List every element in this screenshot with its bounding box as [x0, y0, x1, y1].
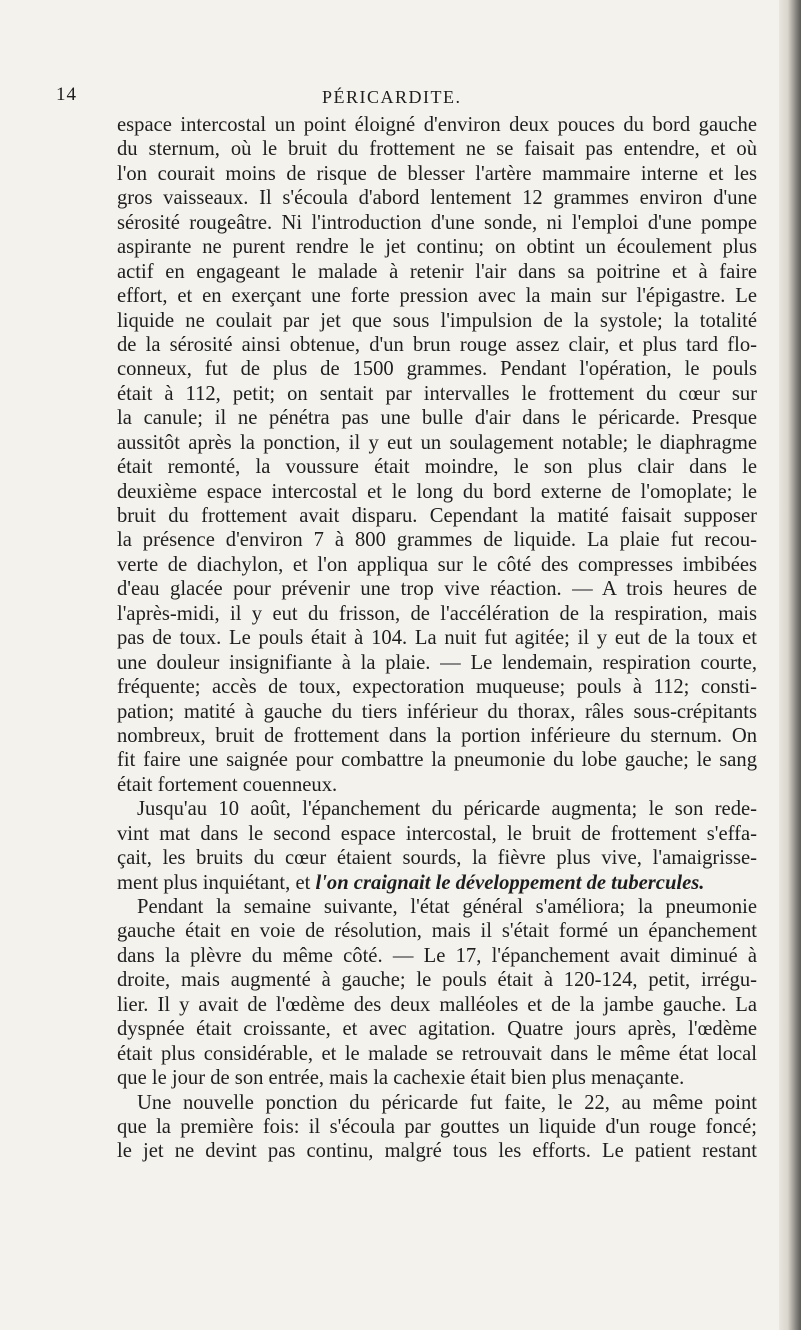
- emphasized-phrase: l'on craignait le développement de tubercules.: [315, 871, 705, 894]
- text-line: la canule; il ne pénétra pas une bulle d'air dans le péricarde. Presque: [117, 407, 757, 430]
- text-line: sérosité rougeâtre. Ni l'introduction d'une sonde, ni l'emploi d'une pompe: [117, 211, 757, 234]
- text-line: d'eau glacée pour prévenir une trop vive réaction. — A trois heures de: [117, 578, 757, 601]
- text-line: pation; matité à gauche du tiers inférieur du thorax, râles sous-crépitants: [117, 700, 757, 723]
- text-line: l'après-midi, il y eut du frisson, de l'accélération de la respiration, mais: [117, 602, 757, 625]
- text-line: de la sérosité ainsi obtenue, d'un brun rouge assez clair, et plus tard flo-: [117, 333, 757, 356]
- text-line: gros vaisseaux. Il s'écoula d'abord lentement 12 grammes environ d'une: [117, 187, 757, 210]
- text-line-with-emphasis: [117, 871, 757, 895]
- text-line: liquide ne coulait par jet que sous l'impulsion de la systole; la totalité: [117, 309, 757, 332]
- text-line: était remonté, la voussure était moindre, le son plus clair dans le: [117, 456, 757, 479]
- text-line: la présence d'environ 7 à 800 grammes de liquide. La plaie fut recou-: [117, 529, 757, 552]
- text-line: était fortement couenneux.: [117, 773, 338, 796]
- text-line: espace intercostal un point éloigné d'environ deux pouces du bord gauche: [117, 114, 757, 136]
- text-line: l'on courait moins de risque de blesser l'artère mammaire interne et les: [117, 162, 757, 185]
- text-line: une douleur insignifiante à la plaie. — Le lendemain, respiration courte,: [117, 651, 757, 674]
- text-line: que le jour de son entrée, mais la cachexie était bien plus menaçante.: [117, 1067, 685, 1090]
- text-line: fréquente; accès de toux, expectoration muqueuse; pouls à 112; consti-: [117, 676, 757, 699]
- text-line: du sternum, où le bruit du frottement ne se faisait pas entendre, et où: [117, 138, 757, 161]
- text-line: effort, et en exerçant une forte pression avec la main sur l'épigastre. Le: [117, 285, 757, 308]
- text-line: le jet ne devint pas continu, malgré tous les efforts. Le patient restant: [117, 1140, 757, 1163]
- text-line: aussitôt après la ponction, il y eut un soulagement notable; le diaphragme: [117, 431, 757, 454]
- text-line: fit faire une saignée pour combattre la pneumonie du lobe gauche; le sang: [117, 749, 757, 772]
- text-line: Une nouvelle ponction du péricarde fut faite, le 22, au même point: [137, 1091, 757, 1114]
- text-line: vint mat dans le second espace intercostal, le bruit de frottement s'effa-: [117, 822, 757, 845]
- text-line: dyspnée était croissante, et avec agitation. Quatre jours après, l'œdème: [117, 1018, 757, 1041]
- text-line: que la première fois: il s'écoula par gouttes un liquide d'un rouge foncé;: [117, 1115, 757, 1138]
- text-line: était plus considérable, et le malade se retrouvait dans le même état local: [117, 1042, 757, 1065]
- text-line: Pendant la semaine suivante, l'état général s'améliora; la pneumonie: [137, 896, 757, 918]
- text-line: droite, mais augmenté à gauche; le pouls était à 120-124, petit, irrégu-: [117, 969, 757, 992]
- text-line: actif en engageant le malade à retenir l'air dans sa poitrine et à faire: [117, 260, 757, 283]
- text-line: bruit du frottement avait disparu. Cependant la matité faisait supposer: [117, 505, 757, 527]
- page-number: 14: [56, 84, 77, 105]
- text-line: pas de toux. Le pouls était à 104. La nuit fut agitée; il y eut de la toux et: [117, 627, 757, 650]
- text-line: conneux, fut de plus de 1500 grammes. Pendant l'opération, le pouls: [117, 358, 757, 381]
- text-line: Jusqu'au 10 août, l'épanchement du péricarde augmenta; le son rede-: [137, 798, 757, 821]
- text-line: aspirante ne purent rendre le jet continu; on obtint un écoulement plus: [117, 236, 757, 259]
- text-line: deuxième espace intercostal et le long du bord externe de l'omoplate; le: [117, 480, 757, 503]
- page-edge-shadow: [779, 0, 801, 1330]
- text-line-start: ment plus inquiétant, et: [117, 871, 316, 894]
- text-line: çait, les bruits du cœur étaient sourds, la fièvre plus vive, l'amaigrisse-: [117, 847, 757, 870]
- text-line: gauche était en voie de résolution, mais il s'était formé un épanchement: [117, 920, 757, 943]
- text-line: lier. Il y avait de l'œdème des deux malléoles et de la jambe gauche. La: [117, 993, 757, 1016]
- text-line: nombreux, bruit de frottement dans la portion inférieure du sternum. On: [117, 724, 757, 747]
- text-line: était à 112, petit; on sentait par intervalles le frottement du cœur sur: [117, 382, 757, 405]
- body-text: [117, 113, 757, 1164]
- running-head: PÉRICARDITE.: [322, 87, 462, 107]
- text-line: verte de diachylon, et l'on appliqua sur le côté des compresses imbibées: [117, 553, 757, 576]
- text-line: dans la plèvre du même côté. — Le 17, l'épanchement avait diminué à: [117, 944, 757, 967]
